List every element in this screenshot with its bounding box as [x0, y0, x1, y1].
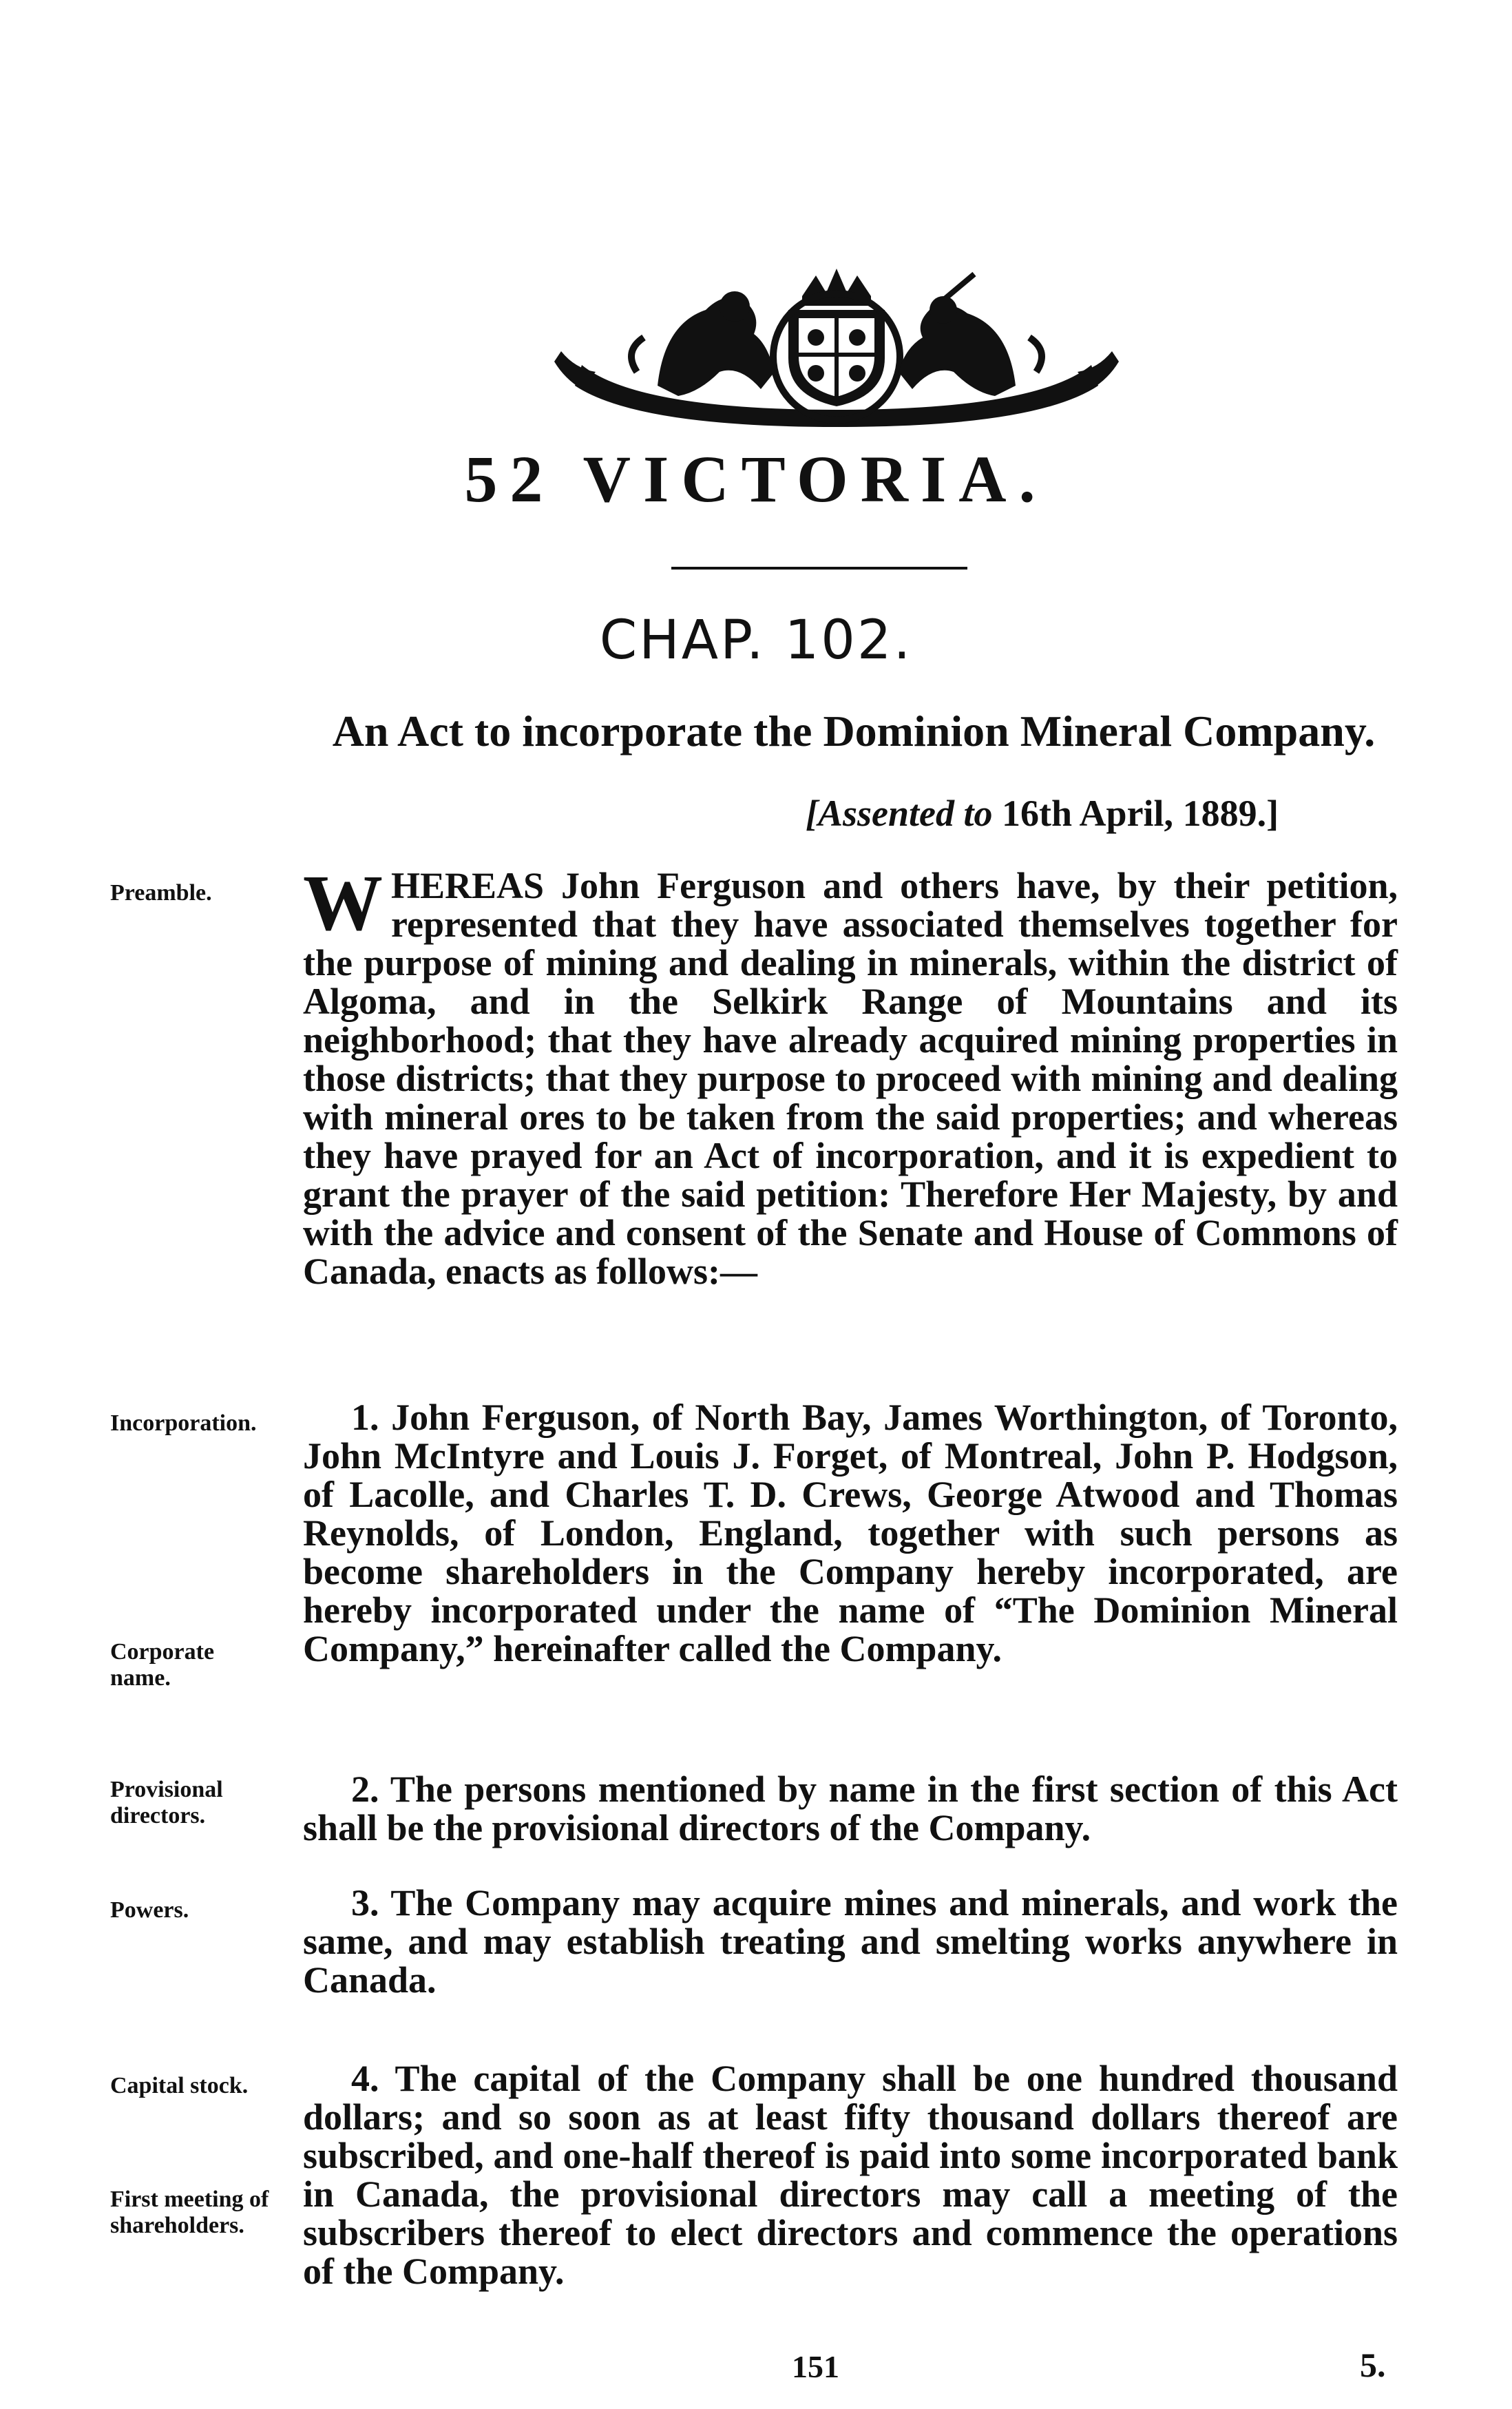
preamble-paragraph [303, 859, 1398, 1292]
title-divider [671, 567, 967, 570]
section-3-text: The Company may acquire mines and minerals, and work the same, and may establish treating and smelting works anywhere in Canada. [303, 1882, 1398, 2001]
margin-note-incorporation: Incorporation. [110, 1410, 257, 1436]
assent-prefix: [Assented to [806, 793, 1002, 834]
margin-note-powers: Powers. [110, 1897, 189, 1923]
section-3 [303, 1884, 1398, 1999]
assent-day: 16th April, [1002, 793, 1174, 834]
section-4-number: 4. [351, 2058, 379, 2099]
margin-note-provisional-directors: Provisional directors. [110, 1777, 223, 1828]
act-title: An Act to incorporate the Dominion Mineral Company. [332, 707, 1376, 755]
section-4 [303, 2059, 1398, 2291]
margin-note-corporate-name: Corporate name. [110, 1639, 215, 1691]
catchword: 5. [1360, 2346, 1386, 2384]
section-4-text: The capital of the Company shall be one hundred thousand dollars; and so soon as at least fifty thousand dollars thereof are subscribed, and one-half thereof is paid into some incorporated bank in Canada, the provisional directors may call a meeting of the subscribers thereof to elect directors and commence the operations of the Company. [303, 2058, 1398, 2292]
section-1-number: 1. [351, 1397, 379, 1438]
coat-of-arms-icon [554, 269, 1119, 427]
section-3-number: 3. [351, 1882, 379, 1923]
document-title: 52 VICTORIA. [464, 442, 1048, 516]
section-1-text: John Ferguson, of North Bay, James Worthington, of Toronto, John McIntyre and Louis J. Forget, of Montreal, John P. Hodgson, of Lacolle, and Charles T. D. Crews, George Atwood and Thomas Reynolds, of London, England, together with such persons as become shareholders in the Company hereby incorporated, are hereby incorporated under the name of “The Dominion Mineral Company,” hereinafter called the Company. [303, 1397, 1398, 1669]
preamble-text: HEREAS John Ferguson and others have, by their petition, represented that they have associated themselves together for the purpose of mining and dealing in minerals, within the district of Algoma, and in the Selkirk Range of Mountains and its neighborhood; that they have already acquired mining properties in those districts; that they purpose to proceed with mining and dealing with mineral ores to be taken from the said properties; and whereas they have prayed for an Act of incorporation, and it is expedient to grant the prayer of the said petition: Therefore Her Majesty, by and with the advice and consent of the Senate and House of Commons of Canada, enacts as follows:— [303, 865, 1398, 1292]
section-1 [303, 1398, 1398, 1668]
preamble-dropcap: W [303, 859, 383, 948]
section-2-number: 2. [351, 1769, 379, 1810]
assent-year: 1889.] [1182, 793, 1279, 834]
margin-note-first-meeting: First meeting of shareholders. [110, 2187, 269, 2238]
chapter-heading: CHAP. 102. [599, 609, 913, 671]
margin-note-capital-stock: Capital stock. [110, 2073, 249, 2098]
margin-note-preamble: Preamble. [110, 880, 212, 906]
assent-date [806, 792, 1279, 835]
page-number: 151 [792, 2349, 839, 2384]
section-2-text: The persons mentioned by name in the first section of this Act shall be the provisional directors of the Company. [303, 1769, 1398, 1848]
section-2 [303, 1770, 1398, 1847]
